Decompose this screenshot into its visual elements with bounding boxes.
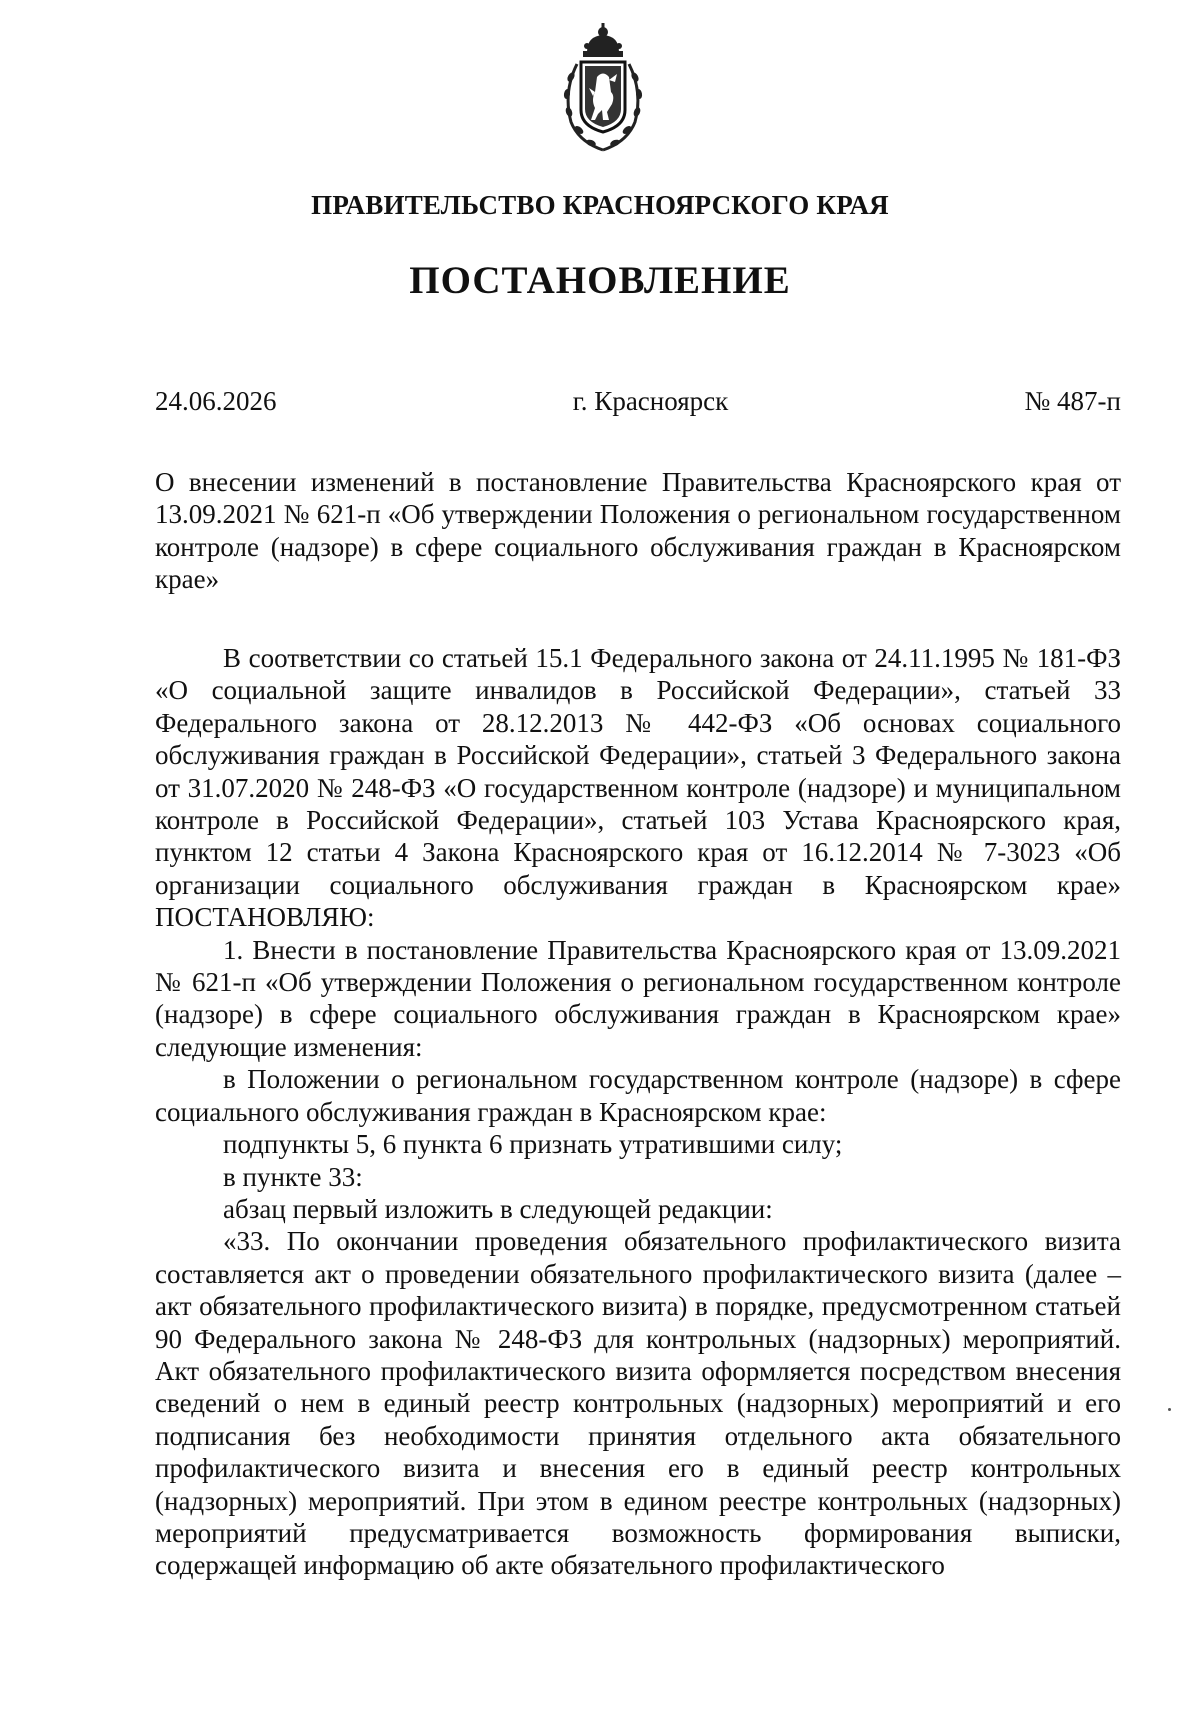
coat-of-arms-icon	[557, 22, 649, 157]
document-number: № 487-п	[1024, 386, 1121, 416]
document-type-heading: ПОСТАНОВЛЕНИЕ	[409, 259, 791, 302]
body-paragraph: абзац первый изложить в следующей редакции:	[223, 1193, 773, 1224]
body-paragraph: В соответствии со статьей 15.1 Федерального закона от 24.11.1995 № 181-ФЗ «О социальной защите инвалидов в Российской Федерации», статьей 33 Федерального закона от 28.12.2013 № 442-ФЗ «Об основах социального обслуживания граждан в Российской Федерации», статьей 3 Федерального закона от 31.07.2020 № 248-ФЗ «О государственном контроле (надзоре) и муниципальном контроле в Российской Федерации», статьей 103 Устава Красноярского края, пунктом 12 статьи 4 Закона Красноярского края от 16.12.2014 № 7-3023 «Об организации социального обслуживания граждан в Красноярском крае» ПОСТАНОВЛЯЮ:	[155, 643, 1121, 933]
body-paragraph: подпункты 5, 6 пункта 6 признать утратившими силу;	[223, 1129, 843, 1160]
document-date: 24.06.2026	[155, 386, 277, 416]
organization-heading: ПРАВИТЕЛЬСТВО КРАСНОЯРСКОГО КРАЯ	[311, 190, 889, 220]
body-paragraph: 1. Внести в постановление Правительства Красноярского края от 13.09.2021 № 621-п «Об утверждении Положения о региональном государственном контроле (надзоре) в сфере социального обслуживания граждан в Красноярском крае» следующие изменения:	[155, 934, 1121, 1062]
body-paragraph: в пункте 33:	[223, 1161, 363, 1192]
document-body	[155, 642, 1121, 1582]
document-meta-row	[155, 386, 1121, 417]
document-title: О внесении изменений в постановление Правительства Красноярского края от 13.09.2021 № 621-п «Об утверждении Положения о региональном государственном контроле (надзоре) в сфере социального обслуживания граждан в Красноярском крае»	[155, 467, 1121, 594]
body-paragraph: «33. По окончании проведения обязательного профилактического визита составляется акт о проведении обязательного профилактического визита (далее – акт обязательного профилактического визита) в порядке, предусмотренном статьей 90 Федерального закона № 248-ФЗ для контрольных (надзорных) мероприятий. Акт обязательного профилактического визита оформляется посредством внесения сведений о нем в единый реестр контрольных (надзорных) мероприятий и его подписания без необходимости принятия отдельного акта обязательного профилактического визита и внесения его в единый реестр контрольных (надзорных) мероприятий. При этом в едином реестре контрольных (надзорных) мероприятий предусматривается возможность формирования выписки, содержащей информацию об акте обязательного профилактического	[155, 1226, 1121, 1581]
document-city: г. Красноярск	[572, 386, 729, 416]
body-paragraph: в Положении о региональном государственном контроле (надзоре) в сфере социального обслуживания граждан в Красноярском крае:	[155, 1064, 1121, 1127]
scan-speck	[1168, 1408, 1171, 1411]
